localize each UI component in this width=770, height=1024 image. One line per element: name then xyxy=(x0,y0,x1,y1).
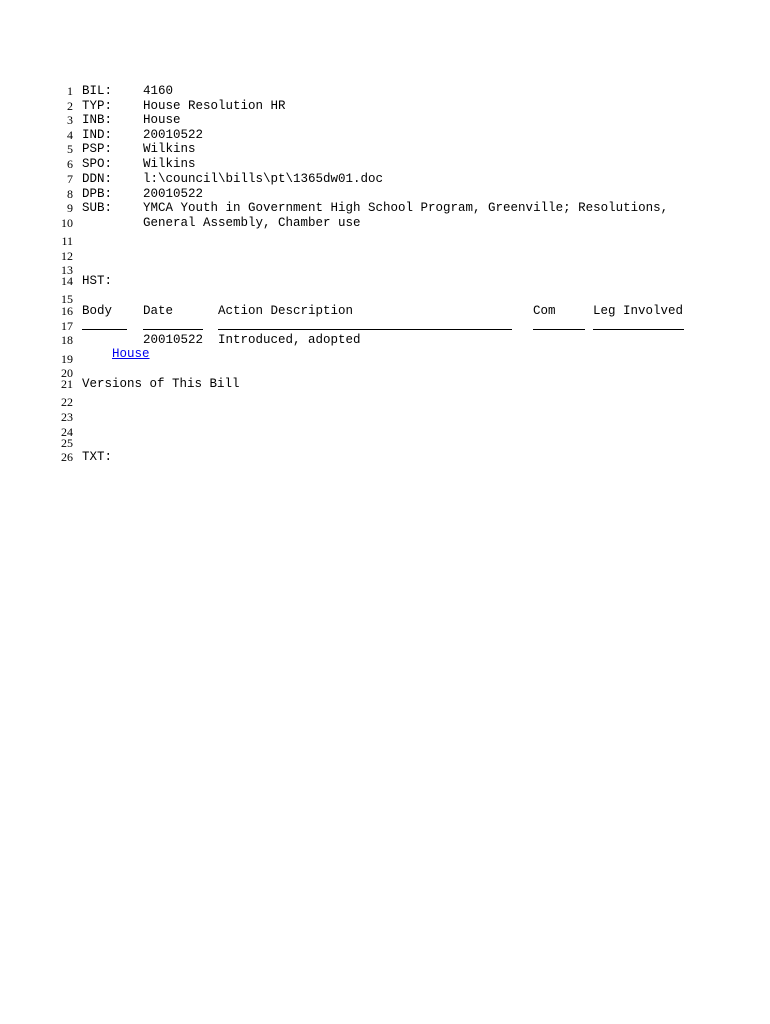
field-label-sub: SUB: xyxy=(82,201,113,215)
field-label-bil: BIL: xyxy=(82,84,113,98)
line-number: 11 xyxy=(61,234,73,248)
field-value-ind: 20010522 xyxy=(143,128,204,142)
line-number: 21 xyxy=(61,377,73,391)
line-number: 17 xyxy=(61,319,73,333)
line-number: 6 xyxy=(67,157,73,171)
history-label: HST: xyxy=(82,274,113,288)
field-label-spo: SPO: xyxy=(82,157,113,171)
line-number: 9 xyxy=(67,201,73,215)
line-number: 8 xyxy=(67,187,73,201)
line-number: 24 xyxy=(61,425,73,439)
house-link[interactable]: House xyxy=(112,347,150,361)
history-header-action: Action Description xyxy=(218,304,354,318)
header-rule xyxy=(82,329,127,330)
field-label-inb: INB: xyxy=(82,113,113,127)
line-number: 25 xyxy=(61,436,73,450)
history-header-body: Body xyxy=(82,304,113,318)
field-value-dpb: 20010522 xyxy=(143,187,204,201)
field-value-psp: Wilkins xyxy=(143,142,196,156)
line-number: 5 xyxy=(67,142,73,156)
line-number: 3 xyxy=(67,113,73,127)
header-rule xyxy=(218,329,512,330)
header-rule xyxy=(533,329,585,330)
table-row-date: 20010522 xyxy=(143,333,204,347)
line-number: 20 xyxy=(61,366,73,380)
line-number: 1 xyxy=(67,84,73,98)
history-header-date: Date xyxy=(143,304,174,318)
header-rule xyxy=(143,329,203,330)
field-label-ddn: DDN: xyxy=(82,172,113,186)
versions-heading: Versions of This Bill xyxy=(82,377,240,391)
line-number: 22 xyxy=(61,395,73,409)
txt-label: TXT: xyxy=(82,450,113,464)
line-number: 18 xyxy=(61,333,73,347)
field-label-typ: TYP: xyxy=(82,99,113,113)
field-label-ind: IND: xyxy=(82,128,113,142)
line-number: 7 xyxy=(67,172,73,186)
line-number: 23 xyxy=(61,410,73,424)
line-number: 2 xyxy=(67,99,73,113)
history-header-leg: Leg Involved xyxy=(593,304,684,318)
line-number: 16 xyxy=(61,304,73,318)
field-label-dpb: DPB: xyxy=(82,187,113,201)
table-row-action: Introduced, adopted xyxy=(218,333,361,347)
line-number: 15 xyxy=(61,292,73,306)
field-value-spo: Wilkins xyxy=(143,157,196,171)
line-number: 13 xyxy=(61,263,73,277)
line-number: 4 xyxy=(67,128,73,142)
field-value-ddn: l:\council\bills\pt\1365dw01.doc xyxy=(143,172,384,186)
line-number: 14 xyxy=(61,274,73,288)
field-value-sub-line2: General Assembly, Chamber use xyxy=(143,216,361,230)
field-value-sub-line1: YMCA Youth in Government High School Program, Greenville; Resolutions, xyxy=(143,201,669,215)
line-number: 10 xyxy=(61,216,73,230)
field-label-psp: PSP: xyxy=(82,142,113,156)
table-row-body xyxy=(82,333,150,375)
header-rule xyxy=(593,329,684,330)
line-number: 19 xyxy=(61,352,73,366)
history-header-com: Com xyxy=(533,304,556,318)
line-number: 26 xyxy=(61,450,73,464)
field-value-inb: House xyxy=(143,113,181,127)
field-value-bil: 4160 xyxy=(143,84,174,98)
line-number: 12 xyxy=(61,249,73,263)
field-value-typ: House Resolution HR xyxy=(143,99,286,113)
